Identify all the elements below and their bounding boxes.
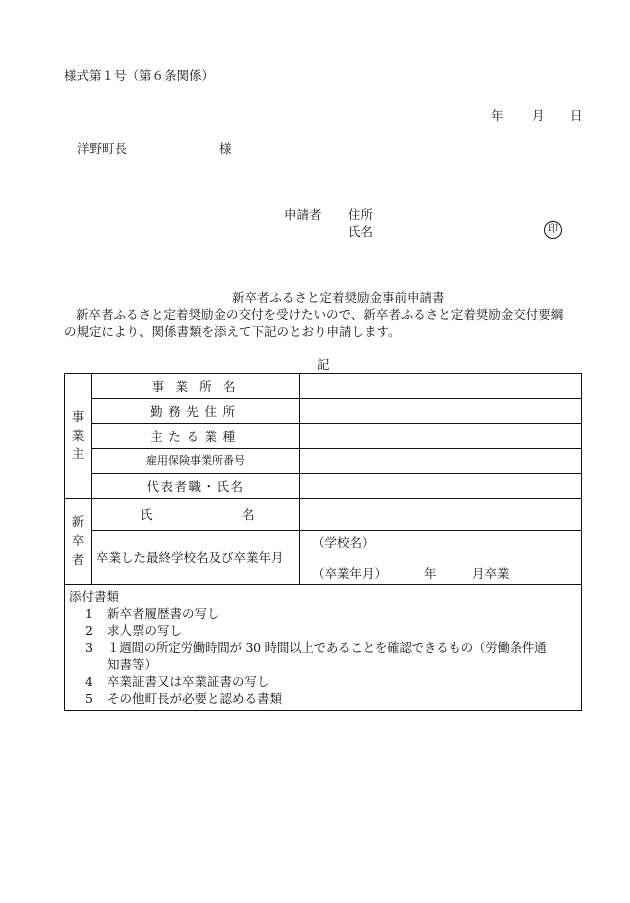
grad-year-label: 年 <box>424 566 437 581</box>
date-month-label: 月 <box>532 108 545 123</box>
addressee-honorific: 様 <box>219 141 232 156</box>
ki-heading: 記 <box>317 357 330 372</box>
table-row <box>65 531 582 585</box>
table-row <box>65 399 582 424</box>
table-row <box>65 374 582 399</box>
school-name-label: （学校名） <box>312 535 375 550</box>
attachments-section <box>65 585 582 711</box>
work-address-label: 勤務先住所 <box>92 399 300 424</box>
list-item: 2 求人票の写し <box>85 623 183 638</box>
table-row <box>65 449 582 474</box>
graduate-name-field[interactable] <box>300 499 582 531</box>
industry-field[interactable] <box>300 424 582 449</box>
applicant-label: 申請者 <box>284 207 322 222</box>
industry-label: 主たる業種 <box>92 424 300 449</box>
list-item: 3 １週間の所定労働時間が 30 時間以上であることを確認できるもの（労働条件通 <box>85 640 547 655</box>
table-row <box>65 499 582 531</box>
school-label: 卒業した最終学校名及び卒業年月 <box>92 531 300 585</box>
applicant-name-label: 氏名 <box>348 224 374 239</box>
employer-group-label: 事 業 主 <box>65 374 92 499</box>
addressee-name: 洋野町長 <box>77 141 128 156</box>
list-item-continuation: 知書等） <box>107 657 158 672</box>
document-title: 新卒者ふるさと定着奨励金事前申請書 <box>232 290 445 305</box>
representative-field[interactable] <box>300 474 582 499</box>
form-number: 様式第１号（第６条関係） <box>64 68 215 83</box>
business-name-label: 事業所名 <box>92 374 300 399</box>
table-row <box>65 474 582 499</box>
insurance-number-label: 雇用保険事業所番号 <box>92 449 300 474</box>
insurance-number-field[interactable] <box>300 449 582 474</box>
business-name-field[interactable] <box>300 374 582 399</box>
date-day-label: 日 <box>570 108 583 123</box>
school-field[interactable] <box>300 531 582 585</box>
representative-label: 代表者職・氏名 <box>92 474 300 499</box>
grad-date-label: （卒業年月） <box>312 566 388 581</box>
seal-mark: 印 <box>544 221 562 239</box>
body-text-line-2: の規定により、関係書類を添えて下記のとおり申請します。 <box>64 324 401 339</box>
table-row <box>65 424 582 449</box>
list-item: 5 その他町長が必要と認める書類 <box>85 691 283 706</box>
list-item: 1 新卒者履歴書の写し <box>85 606 220 621</box>
grad-month-label: 月卒業 <box>472 566 510 581</box>
list-item: 4 卒業証書又は卒業証書の写し <box>85 674 270 689</box>
table-row <box>65 585 582 711</box>
applicant-address-label: 住所 <box>348 207 374 222</box>
application-form-table <box>64 373 582 711</box>
date-year-label: 年 <box>491 108 504 123</box>
graduate-group-label: 新 卒 者 <box>65 499 92 585</box>
attachments-title: 添付書類 <box>69 589 120 604</box>
body-text-line-1: 新卒者ふるさと定着奨励金の交付を受けたいので、新卒者ふるさと定着奨励金交付要綱 <box>76 307 564 322</box>
work-address-field[interactable] <box>300 399 582 424</box>
graduate-name-label: 氏 名 <box>92 499 300 531</box>
